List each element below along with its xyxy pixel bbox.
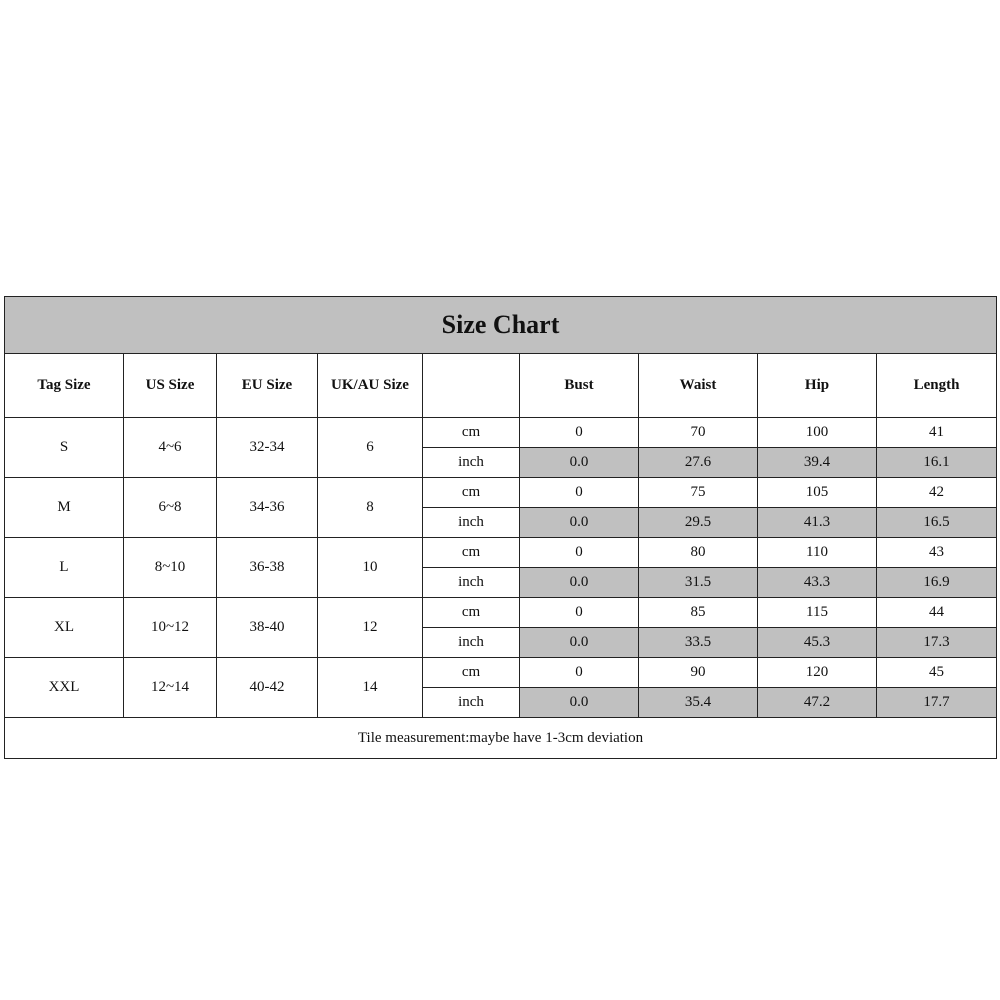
- waist-cm-cell: 80: [639, 538, 758, 568]
- waist-cm-cell: 85: [639, 598, 758, 628]
- unit-cm-cell: cm: [423, 658, 520, 688]
- tag-size-cell: L: [5, 538, 124, 598]
- bust-cm-cell: 0: [520, 478, 639, 508]
- hip-inch-cell: 47.2: [758, 688, 877, 718]
- uk-au-size-cell: 10: [318, 538, 423, 598]
- bust-cm-cell: 0: [520, 598, 639, 628]
- hip-cm-cell: 100: [758, 418, 877, 448]
- header-bust: Bust: [520, 354, 639, 418]
- hip-cm-cell: 120: [758, 658, 877, 688]
- length-inch-cell: 16.1: [877, 448, 997, 478]
- tag-size-cell: XL: [5, 598, 124, 658]
- bust-inch-cell: 0.0: [520, 448, 639, 478]
- unit-inch-cell: inch: [423, 628, 520, 658]
- waist-inch-cell: 35.4: [639, 688, 758, 718]
- length-inch-cell: 17.7: [877, 688, 997, 718]
- uk-au-size-cell: 12: [318, 598, 423, 658]
- uk-au-size-cell: 14: [318, 658, 423, 718]
- hip-inch-cell: 39.4: [758, 448, 877, 478]
- tag-size-cell: XXL: [5, 658, 124, 718]
- waist-inch-cell: 29.5: [639, 508, 758, 538]
- us-size-cell: 6~8: [124, 478, 217, 538]
- waist-inch-cell: 27.6: [639, 448, 758, 478]
- length-cm-cell: 44: [877, 598, 997, 628]
- eu-size-cell: 32-34: [217, 418, 318, 478]
- hip-cm-cell: 110: [758, 538, 877, 568]
- hip-inch-cell: 45.3: [758, 628, 877, 658]
- table-row: [5, 418, 997, 448]
- chart-title: Size Chart: [5, 297, 997, 354]
- hip-inch-cell: 43.3: [758, 568, 877, 598]
- table-row: [5, 478, 997, 508]
- bust-cm-cell: 0: [520, 538, 639, 568]
- length-inch-cell: 16.9: [877, 568, 997, 598]
- length-cm-cell: 43: [877, 538, 997, 568]
- table-row: [5, 598, 997, 628]
- us-size-cell: 8~10: [124, 538, 217, 598]
- hip-inch-cell: 41.3: [758, 508, 877, 538]
- bust-inch-cell: 0.0: [520, 568, 639, 598]
- waist-inch-cell: 33.5: [639, 628, 758, 658]
- length-cm-cell: 45: [877, 658, 997, 688]
- header-tag-size: Tag Size: [5, 354, 124, 418]
- eu-size-cell: 38-40: [217, 598, 318, 658]
- length-cm-cell: 41: [877, 418, 997, 448]
- size-chart-table: [4, 296, 997, 759]
- header-uk-au-size: UK/AU Size: [318, 354, 423, 418]
- eu-size-cell: 36-38: [217, 538, 318, 598]
- bust-inch-cell: 0.0: [520, 508, 639, 538]
- header-unit: [423, 354, 520, 418]
- bust-cm-cell: 0: [520, 658, 639, 688]
- bust-inch-cell: 0.0: [520, 628, 639, 658]
- eu-size-cell: 34-36: [217, 478, 318, 538]
- footer-note: Tile measurement:maybe have 1-3cm deviation: [5, 718, 997, 759]
- unit-inch-cell: inch: [423, 448, 520, 478]
- waist-inch-cell: 31.5: [639, 568, 758, 598]
- uk-au-size-cell: 8: [318, 478, 423, 538]
- us-size-cell: 10~12: [124, 598, 217, 658]
- length-cm-cell: 42: [877, 478, 997, 508]
- header-hip: Hip: [758, 354, 877, 418]
- waist-cm-cell: 70: [639, 418, 758, 448]
- unit-cm-cell: cm: [423, 418, 520, 448]
- waist-cm-cell: 75: [639, 478, 758, 508]
- unit-inch-cell: inch: [423, 568, 520, 598]
- uk-au-size-cell: 6: [318, 418, 423, 478]
- us-size-cell: 4~6: [124, 418, 217, 478]
- unit-inch-cell: inch: [423, 688, 520, 718]
- header-length: Length: [877, 354, 997, 418]
- size-rows: [5, 418, 997, 718]
- waist-cm-cell: 90: [639, 658, 758, 688]
- tag-size-cell: S: [5, 418, 124, 478]
- us-size-cell: 12~14: [124, 658, 217, 718]
- table-row: [5, 658, 997, 688]
- unit-inch-cell: inch: [423, 508, 520, 538]
- bust-inch-cell: 0.0: [520, 688, 639, 718]
- hip-cm-cell: 105: [758, 478, 877, 508]
- unit-cm-cell: cm: [423, 478, 520, 508]
- header-waist: Waist: [639, 354, 758, 418]
- length-inch-cell: 16.5: [877, 508, 997, 538]
- tag-size-cell: M: [5, 478, 124, 538]
- unit-cm-cell: cm: [423, 538, 520, 568]
- header-us-size: US Size: [124, 354, 217, 418]
- table-row: [5, 538, 997, 568]
- length-inch-cell: 17.3: [877, 628, 997, 658]
- hip-cm-cell: 115: [758, 598, 877, 628]
- header-row: [5, 354, 997, 418]
- bust-cm-cell: 0: [520, 418, 639, 448]
- eu-size-cell: 40-42: [217, 658, 318, 718]
- header-eu-size: EU Size: [217, 354, 318, 418]
- unit-cm-cell: cm: [423, 598, 520, 628]
